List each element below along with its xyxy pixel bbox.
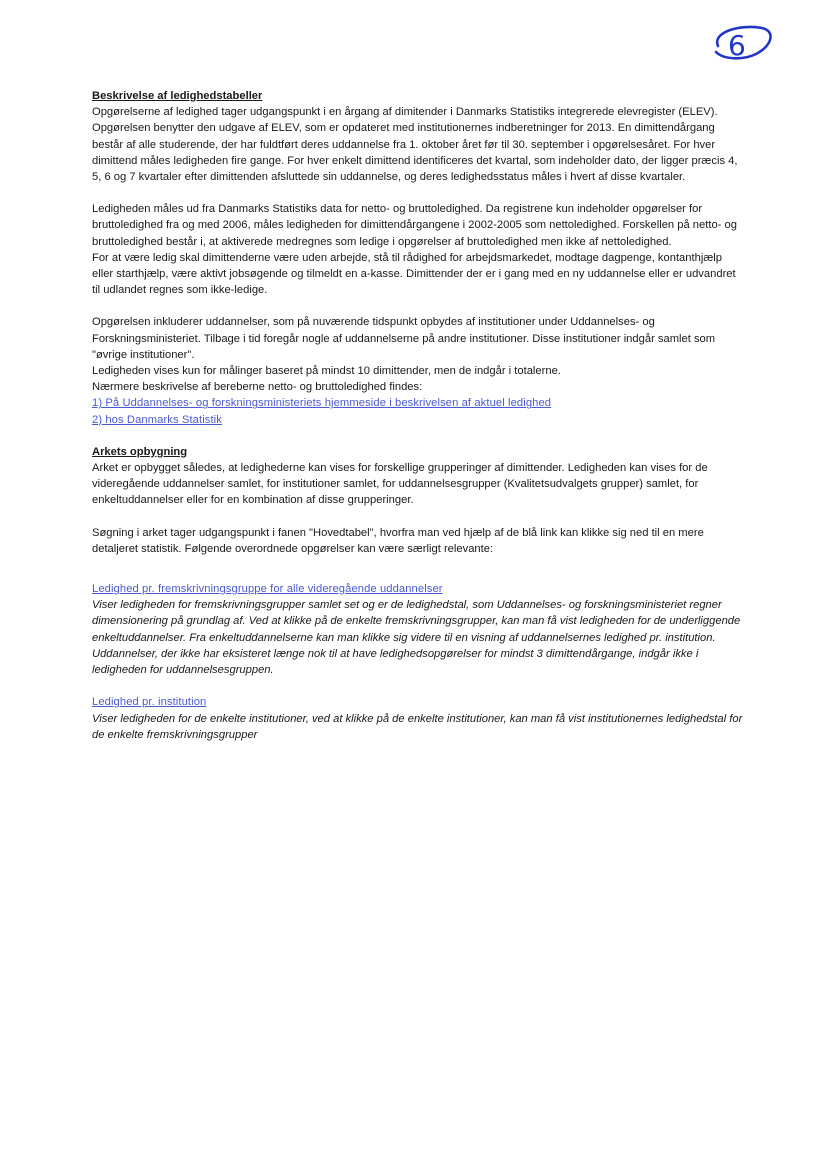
description-unemployment-by-institution: Viser ledigheden for de enkelte institutioner, ved at klikke på de enkelte institutioner, kan man få vist institutionernes ledighedstal for de enkelte fremskrivningsgrupper xyxy=(92,712,743,741)
link-danmarks-statistik[interactable]: 2) hos Danmarks Statistik xyxy=(92,413,222,426)
handwritten-page-number xyxy=(706,20,776,68)
svg-text:6: 6 xyxy=(728,29,746,62)
paragraph-search: Søgning i arket tager udgangspunkt i fanen "Hovedtabel", hvorfra man ved hjælp af de blå link kan klikke sig ned til en mere detaljeret statistik. Følgende overordnede opgørelser kan være særligt relevante: xyxy=(92,526,704,555)
paragraph-structure: Arket er opbygget således, at ledighederne kan vises for forskellige grupperinger af dimittender. Ledigheden kan vises for de videregående uddannelser samlet, for institutioner samlet, for uddannelsesgrupper (Kvalitetsudvalgets grupper) samlet, for enkeltuddannelser eller for en kombination af disse grupperinger. xyxy=(92,462,708,507)
section-heading-structure: Arkets opbygning xyxy=(92,445,188,458)
paragraph-cohort: Opgørelserne af ledighed tager udgangspunkt i en årgang af dimitender i Danmarks Statistiks integrerede elevregister (ELEV). Opgørelsen benytter den udgave af ELEV, som er opdateret med institutionernes indberetninger for 2013. En dimittendårgang består af alle studerende, der har fuldtført deres uddannelse fra 1. oktober året før til 30. september i opgørelsesåret. For hver dimittend måles ledigheden fire gange. For hver enkelt dimittend identificeres det kvartal, som indeholder dato, der ligger præcis 4, 5, 6 og 7 kvartaler efter dimittenden afsluttede sin uddannelse, og deres ledighedsstatus måles i hvert af disse kvartaler. xyxy=(92,106,738,184)
paragraph-net-gross: Ledigheden måles ud fra Danmarks Statistiks data for netto- og bruttoledighed. Da registrene kun indeholder opgørelser for bruttoledighed fra og med 2006, måles ledigheden for dimittendårgangene i 2002-2005 som nettoledighed. Forskellen på netto- og bruttoledighed består i, at aktiverede medregnes som ledige i opgørelser af bruttoledighed men ikke af nettoledighed. xyxy=(92,203,737,248)
paragraph-further-description: Nærmere beskrivelse af bereberne netto- og bruttoledighed findes: xyxy=(92,381,423,394)
paragraph-institutions: Opgørelsen inkluderer uddannelser, som på nuværende tidspunkt opbydes af institutioner under Uddannelses- og Forskningsministeriet. Tilbage i tid foregår nogle af uddannelserne på andre institutioner. Disse institutioner indgår samlet som "øvrige institutioner". xyxy=(92,316,716,361)
link-ministry-website[interactable]: 1) På Uddannelses- og forskningsministeriets hjemmeside i beskrivelsen af aktuel ledighed xyxy=(92,397,552,410)
link-unemployment-by-group[interactable]: Ledighed pr. fremskrivningsgruppe for alle videregående uddannelser xyxy=(92,583,443,596)
paragraph-min-graduates: Ledigheden vises kun for målinger baseret på mindst 10 dimittender, men de indgår i totalerne. xyxy=(92,365,561,378)
paragraph-unemployed-definition: For at være ledig skal dimittenderne være uden arbejde, stå til rådighed for arbejdsmarkedet, modtage dagpenge, kontanthjælp eller starthjælp, være aktivt jobsøgende og tilmeldt en a-kasse. Dimittender der er i gang med en ny uddannelse eller er udvandret til udlandet regnes som ikke-ledige. xyxy=(92,251,736,297)
document-body xyxy=(92,88,744,743)
section-heading-description: Beskrivelse af ledighedstabeller xyxy=(92,90,263,102)
description-unemployment-by-group: Viser ledigheden for fremskrivningsgrupper samlet set og er de ledighedstal, som Uddannelses- og forskningsministeriet regner dimensionering på grundlag af. Ved at klikke på de enkelte fremskrivningsgrupper, kan man få vist ledigheden for de underliggende enkeltuddannelser. Fra enkeltuddannelserne kan man klikke sig videre til en visning af uddannelsernes ledighed pr. institution. Uddannelser, der ikke har eksisteret længe nok til at have ledighedsopgørelser for mindst 3 dimittendårgange, indgår ikke i ledigheden for uddannelsesgruppen. xyxy=(92,599,741,677)
link-unemployment-by-institution[interactable]: Ledighed pr. institution xyxy=(92,696,207,709)
